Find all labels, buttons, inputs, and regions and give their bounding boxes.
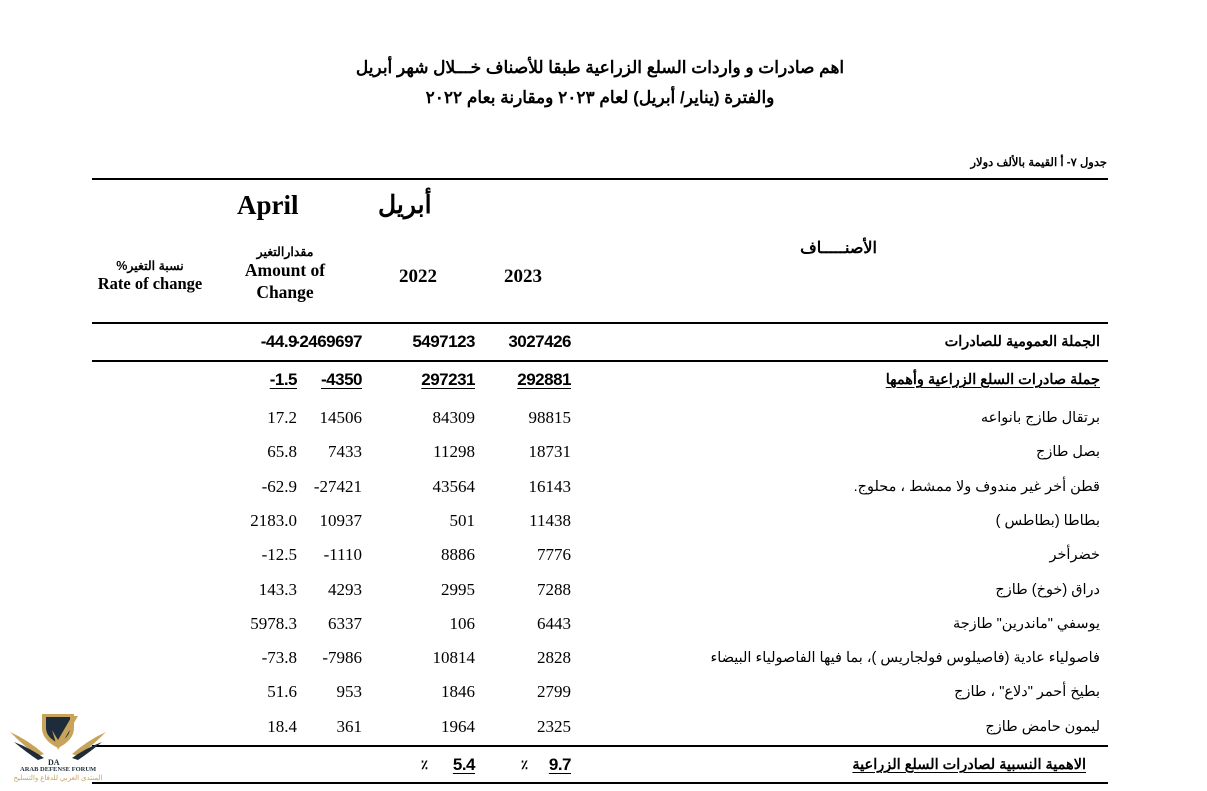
- amount-header-ar: مقدارالتغير: [256, 245, 314, 259]
- month-label-ar: أبريل: [378, 191, 432, 219]
- column-header-amount: [230, 244, 340, 303]
- value-2022: 297231: [421, 370, 475, 389]
- logo-abbreviation: DA: [48, 758, 60, 767]
- rate-of-change: -44.9: [260, 332, 297, 351]
- value-2023: 7288: [537, 579, 571, 599]
- value-2023: 16143: [528, 476, 571, 496]
- value-2022: 106: [449, 613, 475, 633]
- amount-of-change: 361: [336, 716, 362, 736]
- value-2022: 43564: [432, 476, 475, 496]
- amount-of-change: -27421: [313, 476, 362, 496]
- document-title-line-1: اهم صادرات و واردات السلع الزراعية طبقا للأصناف خـــلال شهر أبريل: [355, 58, 845, 77]
- month-label-en: April: [237, 190, 299, 220]
- percent-sign-2022: ٪: [421, 757, 428, 772]
- column-header-2023: 2023: [504, 266, 542, 287]
- document-title-line-2: والفترة (يناير/ أبريل) لعام ٢٠٢٣ ومقارنة بعام ٢٠٢٢: [425, 88, 775, 107]
- table-row: [92, 470, 1108, 504]
- amount-of-change: 10937: [319, 510, 362, 530]
- amount-of-change: -4350: [321, 370, 362, 389]
- row-name: الجملة العمومية للصادرات: [944, 334, 1100, 350]
- value-2023: 18731: [528, 442, 571, 462]
- rate-of-change: -73.8: [261, 648, 297, 668]
- category-header: الأصنـــــاف: [800, 240, 877, 257]
- rate-of-change: 5978.3: [250, 613, 297, 633]
- value-2022: 501: [449, 510, 475, 530]
- value-2022: 1964: [441, 716, 475, 736]
- row-name: فاصولياء عادية (فاصيلوس فولجاريس )، بما فيها الفاصولياء البيضاء: [710, 650, 1100, 667]
- total-rule: [92, 360, 1108, 362]
- value-2022: 1846: [441, 682, 475, 702]
- row-name: دراق (خوخ) طازج: [995, 581, 1100, 598]
- row-name: بصل طازج: [1036, 444, 1100, 461]
- table-row: [92, 401, 1108, 435]
- value-2023: 2325: [537, 716, 571, 736]
- rate-of-change: 18.4: [267, 716, 297, 736]
- column-header-rate: [90, 258, 210, 295]
- value-2022: 10814: [432, 648, 475, 668]
- table-row: [92, 675, 1108, 709]
- value-2022: 11298: [433, 442, 475, 462]
- value-2022: 5.4: [452, 755, 475, 774]
- amount-of-change: 7433: [328, 442, 362, 462]
- table-row-total-exports: [92, 325, 1108, 359]
- value-2023: 292881: [517, 370, 571, 389]
- table-row: [92, 573, 1108, 607]
- top-rule: [92, 178, 1108, 180]
- amount-header-en-1: Amount of: [244, 260, 326, 280]
- table-row: [92, 607, 1108, 641]
- table-caption: جدول ٧- أ القيمة بالألف دولار: [970, 157, 1107, 169]
- amount-of-change: 4293: [328, 579, 362, 599]
- table-row-agri-total: [92, 363, 1108, 397]
- rate-of-change: 65.8: [267, 442, 297, 462]
- row-name: برتقال طازج بانواعه: [980, 410, 1100, 426]
- rate-of-change: -62.9: [261, 476, 297, 496]
- table-row: [92, 710, 1108, 744]
- rate-header-en: Rate of change: [97, 274, 203, 293]
- amount-of-change: -1110: [323, 545, 362, 565]
- value-2022: 8886: [441, 545, 475, 565]
- column-header-2022: 2022: [399, 266, 437, 287]
- amount-of-change: 14506: [319, 408, 362, 427]
- value-2023: 3027426: [508, 332, 571, 351]
- table-row: [92, 538, 1108, 572]
- table-row: [92, 435, 1108, 469]
- value-2022: 84309: [432, 408, 475, 427]
- amount-of-change: 953: [336, 682, 362, 702]
- rate-of-change: 143.3: [258, 579, 297, 599]
- amount-header-en-2: Change: [256, 282, 314, 302]
- rate-of-change: -12.5: [261, 545, 297, 565]
- value-2023: 2799: [537, 682, 571, 702]
- amount-of-change: -7986: [322, 648, 362, 668]
- value-2023: 9.7: [548, 755, 571, 774]
- row-name: قطن أخر غير مندوف ولا ممشط ، محلوج.: [853, 478, 1100, 495]
- row-name: جملة صادرات السلع الزراعية وأهمها: [885, 372, 1100, 388]
- row-name: الاهمية النسبية لصادرات السلع الزراعية: [852, 757, 1086, 773]
- value-2022: 5497123: [412, 332, 475, 351]
- row-name: بطيخ أحمر "دلاع" ، طازج: [954, 684, 1100, 701]
- share-top-rule: [92, 745, 1108, 747]
- table-row-relative-share: [92, 748, 1108, 782]
- row-name: خضرأخر: [1049, 547, 1100, 564]
- value-2022: 2995: [441, 579, 475, 599]
- value-2023: 2828: [537, 648, 571, 668]
- row-name: ليمون حامض طازج: [985, 718, 1100, 735]
- header-rule: [92, 322, 1108, 324]
- table-row: [92, 641, 1108, 675]
- rate-of-change: 2183.0: [250, 510, 297, 530]
- rate-header-ar: نسبة التغير%: [116, 259, 184, 273]
- value-2023: 98815: [528, 408, 571, 427]
- logo-name-ar: المنتدى العربي للدفاع والتسليح: [13, 775, 103, 782]
- bottom-rule: [92, 782, 1108, 784]
- rate-of-change: 17.2: [267, 408, 297, 427]
- table-row: [92, 504, 1108, 538]
- arab-defense-forum-logo: [8, 710, 108, 786]
- logo-name-en: ARAB DEFENSE FORUM: [20, 766, 97, 773]
- rate-of-change: -1.5: [269, 370, 297, 389]
- value-2023: 7776: [537, 545, 571, 565]
- row-name: يوسفي "ماندرين" طازجة: [952, 615, 1100, 632]
- amount-of-change: 6337: [328, 613, 362, 633]
- rate-of-change: 51.6: [267, 682, 297, 702]
- amount-of-change: -2469697: [294, 332, 362, 351]
- row-name: بطاطا (بطاطس ): [995, 512, 1100, 529]
- value-2023: 11438: [529, 510, 571, 530]
- percent-sign-2023: ٪: [521, 757, 528, 772]
- value-2023: 6443: [537, 613, 571, 633]
